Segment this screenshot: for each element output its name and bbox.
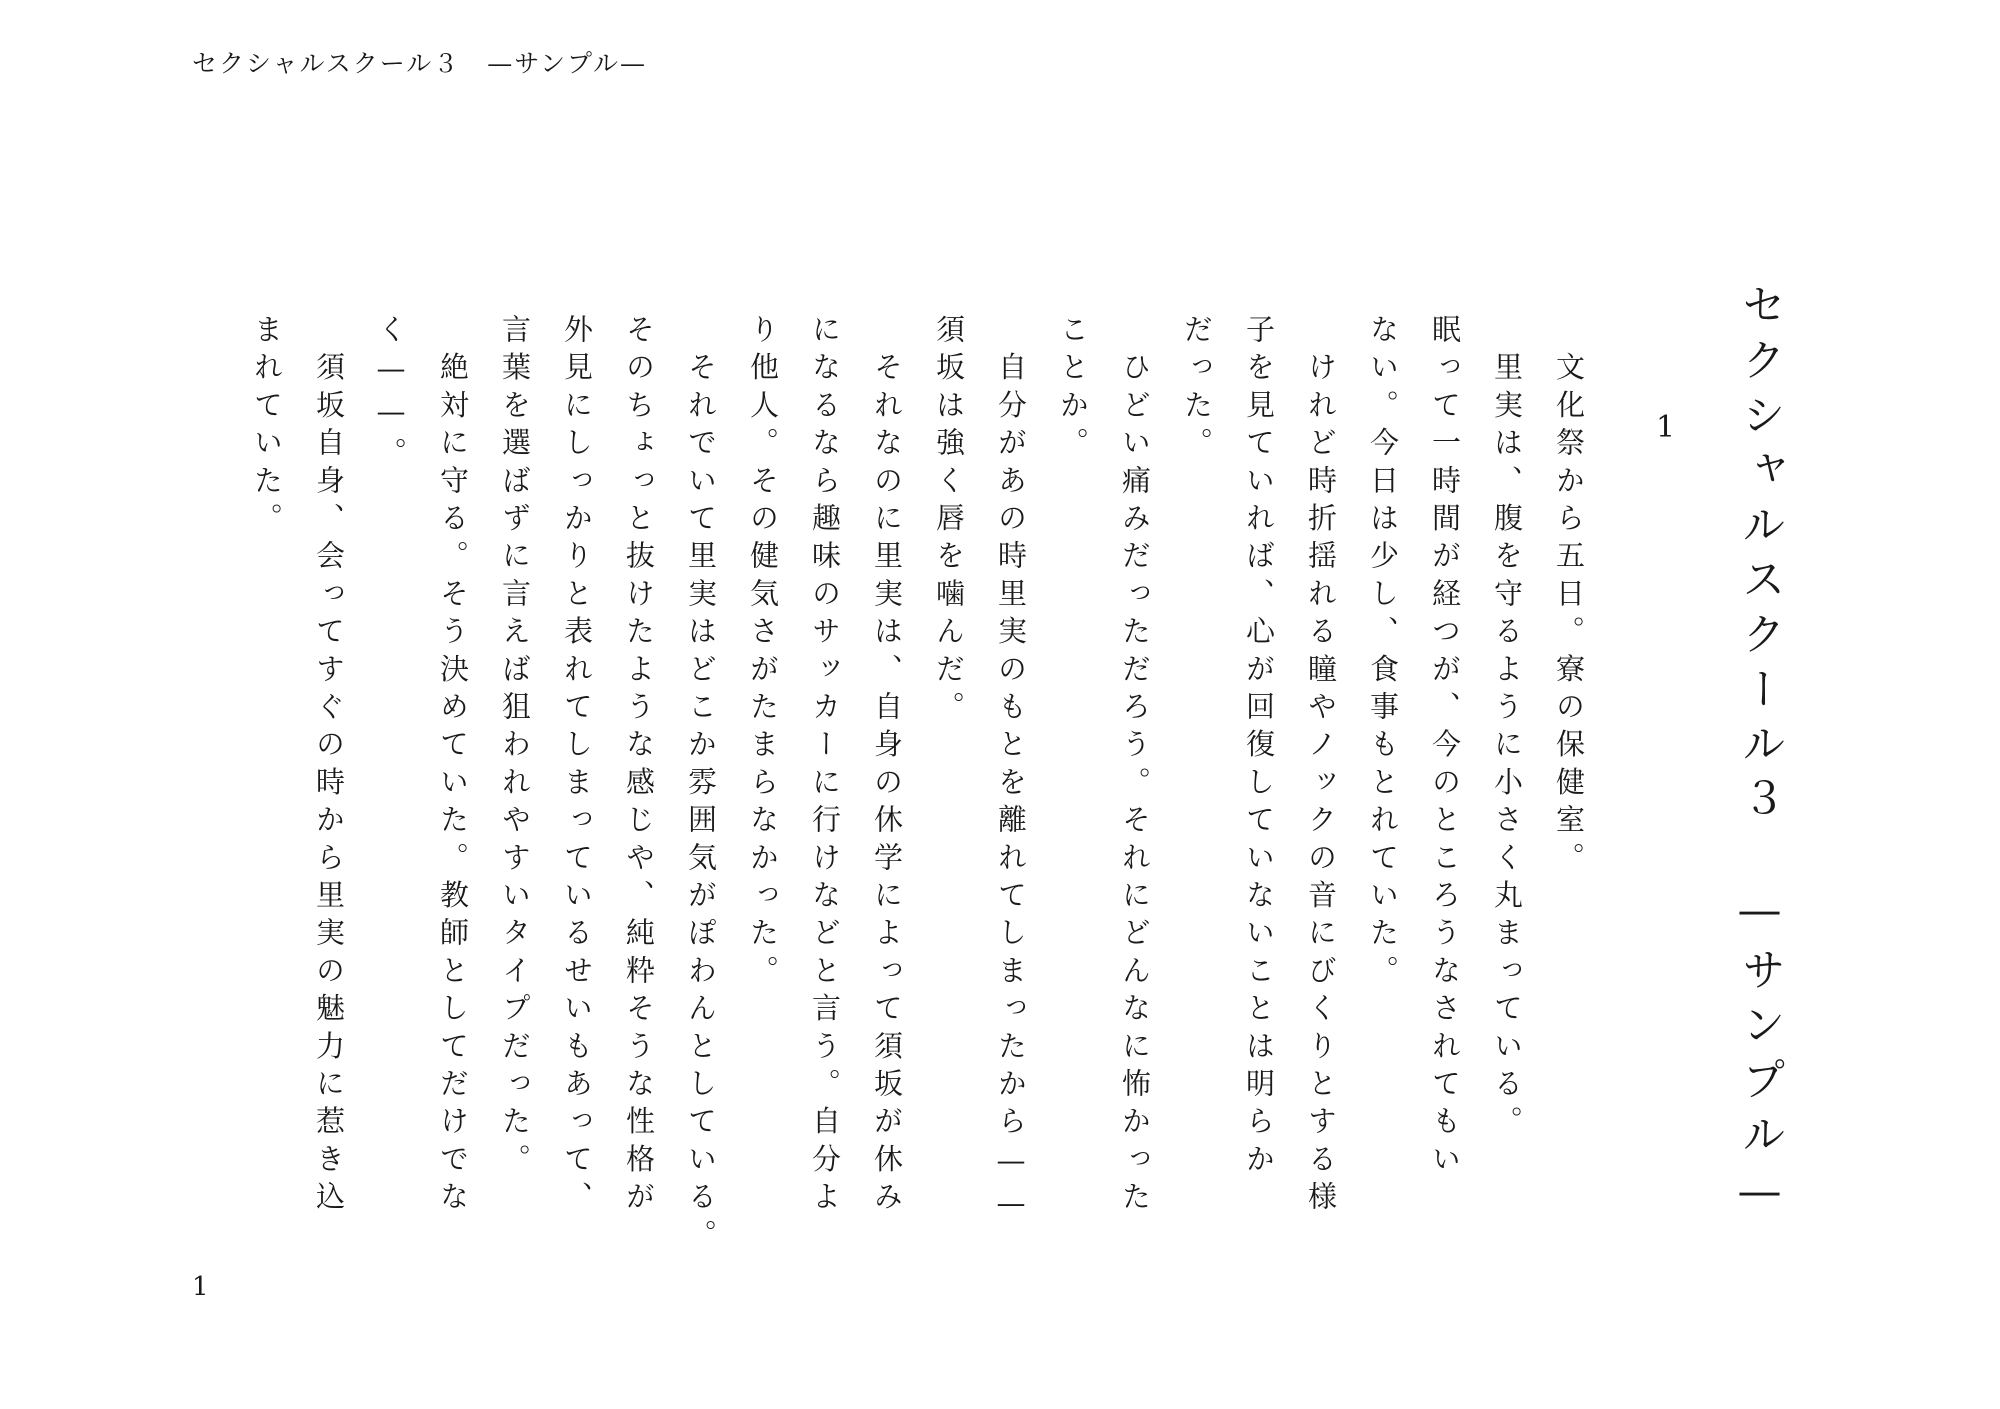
body-line: まれていた。: [250, 314, 284, 541]
body-line: そのちょっと抜けたような感じや、純粋そうな性格が: [622, 314, 656, 1219]
body-line: 子を見ていれば、心が回復していないことは明らか: [1242, 314, 1276, 1182]
page-number: 1: [192, 1272, 209, 1302]
chapter-number: 1: [1656, 410, 1676, 445]
body-line: ひどい痛みだっただろう。それにどんなに怖かった: [1118, 314, 1152, 1219]
body-line: だった。: [1180, 314, 1214, 465]
body-line: り他人。その健気さがたまらなかった。: [746, 314, 780, 993]
body-line: 言葉を選ばずに言えば狙われやすいタイプだった。: [498, 314, 532, 1182]
body-line: 自分があの時里実のもとを離れてしまったから——: [994, 314, 1028, 1229]
body-line: ない。今日は少し、食事もとれていた。: [1366, 314, 1400, 993]
body-line: 須坂自身、会ってすぐの時から里実の魅力に惹き込: [312, 314, 346, 1219]
body-line: になるなら趣味のサッカーに行けなどと言う。自分よ: [808, 314, 842, 1219]
body-line: 里実は、腹を守るように小さく丸まっている。: [1490, 314, 1524, 1144]
body-line: く——。: [374, 314, 408, 475]
running-header: セクシャルスクール３ —サンプル—: [192, 49, 648, 78]
body-line: けれど時折揺れる瞳やノックの音にびくりとする様: [1304, 314, 1338, 1219]
body-line: 絶対に守る。そう決めていた。教師としてだけでな: [436, 314, 470, 1219]
document-title: セクシャルスクール３ —サンプル—: [1734, 282, 1785, 1228]
body-line: 文化祭から五日。寮の保健室。: [1552, 314, 1586, 880]
body-text: [236, 314, 1600, 1274]
body-line: 眠って一時間が経つが、今のところうなされてもい: [1428, 314, 1462, 1182]
body-line: 外見にしっかりと表れてしまっているせいもあって、: [560, 314, 594, 1219]
body-line: ことか。: [1056, 314, 1090, 465]
body-line: 須坂は強く唇を噛んだ。: [932, 314, 966, 729]
body-line: それなのに里実は、自身の休学によって須坂が休み: [870, 314, 904, 1219]
body-line: それでいて里実はどこか雰囲気がぽわんとしている。: [684, 314, 718, 1257]
